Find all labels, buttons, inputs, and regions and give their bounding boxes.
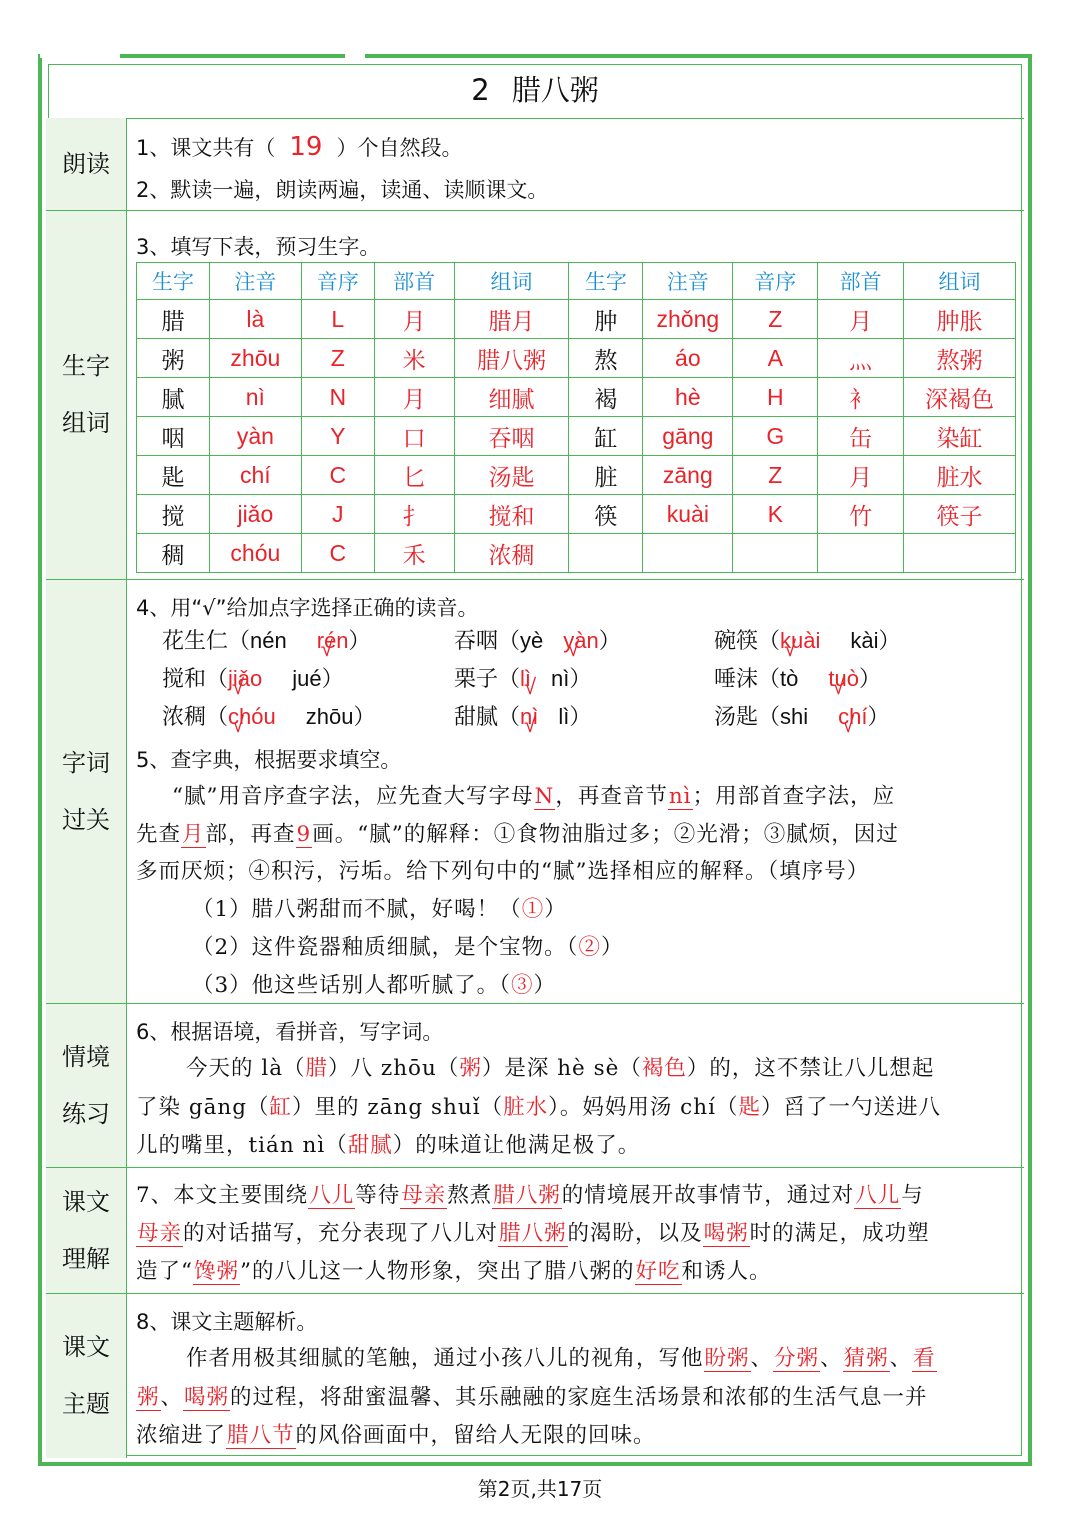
radical-cell: 月 bbox=[818, 300, 904, 339]
word-cell: 腊月 bbox=[454, 300, 569, 339]
q8-line-2: 粥、喝粥的过程，将甜蜜温馨、其乐融融的家庭生活场景和浓郁的生活气息一并 bbox=[137, 1385, 928, 1410]
radical-cell bbox=[818, 534, 904, 573]
section-read bbox=[46, 118, 1024, 211]
reading-b: rén √ bbox=[317, 628, 349, 653]
index-letter-cell: J bbox=[301, 495, 374, 534]
pinyin-cell: kuài bbox=[643, 495, 733, 534]
question-5: 5、查字典，根据要求填空。 bbox=[136, 748, 402, 772]
word-cell: 深褐色 bbox=[904, 378, 1016, 417]
pronunciation-option: 浓稠（chóu √ zhōu） bbox=[162, 700, 375, 731]
index-letter-cell: N bbox=[301, 378, 374, 417]
char-cell: 筷 bbox=[569, 495, 643, 534]
reading-a: tò bbox=[780, 666, 799, 691]
index-letter-cell: C bbox=[301, 534, 374, 573]
table-header-cell: 注音 bbox=[643, 263, 733, 300]
character-table bbox=[136, 262, 1016, 573]
radical-cell: 缶 bbox=[818, 417, 904, 456]
table-header-cell: 组词 bbox=[904, 263, 1016, 300]
pronunciation-option: 栗子（lì √ nì） bbox=[454, 662, 591, 693]
section-characters bbox=[46, 211, 1024, 580]
table-row bbox=[137, 495, 1016, 534]
q5-sentence-2: （2）这件瓷器釉质细腻，是个宝物。（②） bbox=[192, 935, 624, 960]
reading-a: chóu √ bbox=[228, 704, 276, 729]
char-cell: 褐 bbox=[569, 378, 643, 417]
index-letter-cell: L bbox=[301, 300, 374, 339]
table-row bbox=[137, 300, 1016, 339]
reading-a: kuài √ bbox=[780, 628, 820, 653]
q8-line-3: 浓缩进了腊八节的风俗画面中，留给人无限的回味。 bbox=[136, 1423, 656, 1448]
word-cell: 熬粥 bbox=[904, 339, 1016, 378]
reading-a: lì √ bbox=[520, 666, 531, 691]
section-theme bbox=[46, 1294, 1024, 1458]
q5-line-1: “腻”用音序查字法，应先查大写字母N，再查音节nì；用部首查字法，应 bbox=[172, 784, 896, 809]
char-cell: 粥 bbox=[137, 339, 210, 378]
word-cell: 搅和 bbox=[454, 495, 569, 534]
index-letter-cell: Z bbox=[733, 300, 818, 339]
pronunciation-option: 碗筷（kuài √ kài） bbox=[714, 624, 901, 655]
q6-line-1: 今天的 là（腊）八 zhōu（粥）是深 hè sè（褐色）的，这不禁让八儿想起 bbox=[186, 1056, 935, 1081]
section-words bbox=[46, 580, 1024, 1004]
table-header-row bbox=[137, 263, 1016, 300]
reading-b: tuò √ bbox=[828, 666, 859, 691]
char-cell: 熬 bbox=[569, 339, 643, 378]
radical-cell: 竹 bbox=[818, 495, 904, 534]
pronunciation-option: 汤匙（shi chí √） bbox=[714, 700, 890, 731]
question-2: 2、默读一遍，朗读两遍，读通、读顺课文。 bbox=[136, 178, 549, 202]
radical-cell: 月 bbox=[374, 300, 454, 339]
radical-cell: 衤 bbox=[818, 378, 904, 417]
q6-line-2: 了染 gāng（缸）里的 zāng shuǐ（脏水）。妈妈用汤 chí（匙）舀了一勺送进八 bbox=[136, 1095, 941, 1120]
q5-line-3: 多而厌烦；④积污，污垢。给下列句中的“腻”选择相应的解释。（填序号） bbox=[136, 859, 870, 884]
radical-cell: 月 bbox=[374, 378, 454, 417]
pinyin-cell: zhǒng bbox=[643, 300, 733, 339]
word-cell: 染缸 bbox=[904, 417, 1016, 456]
char-cell: 缸 bbox=[569, 417, 643, 456]
table-header-cell: 音序 bbox=[733, 263, 818, 300]
reading-b: yàn √ bbox=[563, 628, 598, 653]
table-header-cell: 生字 bbox=[137, 263, 210, 300]
pinyin-cell: chí bbox=[209, 456, 301, 495]
reading-b: chí √ bbox=[838, 704, 867, 729]
q7-line-1: 7、本文主要围绕八儿等待母亲熬煮腊八粥的情境展开故事情节，通过对八儿与 bbox=[136, 1183, 924, 1208]
section-context bbox=[46, 1004, 1024, 1168]
index-letter-cell: G bbox=[733, 417, 818, 456]
pinyin-cell: nì bbox=[209, 378, 301, 417]
pronunciation-option: 唾沫（tò tuò √） bbox=[714, 662, 881, 693]
reading-b: kài bbox=[850, 628, 879, 653]
radical-cell: 禾 bbox=[374, 534, 454, 573]
question-1: 1、课文共有（ 19 ）个自然段。 bbox=[136, 132, 463, 162]
q6-line-3: 儿的嘴里，tián nì（甜腻）的味道让他满足极了。 bbox=[136, 1133, 641, 1158]
word-cell: 脏水 bbox=[904, 456, 1016, 495]
lesson-name: 腊八粥 bbox=[511, 73, 599, 107]
q8-line-1: 作者用极其细腻的笔触，通过小孩八儿的视角，写他盼粥、分粥、猜粥、看 bbox=[186, 1346, 936, 1371]
char-cell: 腻 bbox=[137, 378, 210, 417]
section-label-read: 朗读 bbox=[46, 118, 127, 210]
word-cell bbox=[904, 534, 1016, 573]
word-cell: 吞咽 bbox=[454, 417, 569, 456]
reading-a: nì √ bbox=[520, 704, 538, 729]
radical-cell: 月 bbox=[818, 456, 904, 495]
index-letter-cell: Z bbox=[301, 339, 374, 378]
page-title bbox=[46, 62, 1024, 119]
pinyin-cell: chóu bbox=[209, 534, 301, 573]
index-letter-cell: C bbox=[301, 456, 374, 495]
reading-b: jué bbox=[292, 666, 322, 691]
question-4: 4、用“√”给加点字选择正确的读音。 bbox=[136, 596, 479, 620]
radical-cell: 灬 bbox=[818, 339, 904, 378]
reading-a: jiǎo √ bbox=[228, 666, 262, 691]
section-label-characters: 生字 组词 bbox=[46, 211, 127, 579]
pronunciation-option: 搅和（jiǎo √ jué） bbox=[162, 662, 344, 693]
table-row bbox=[137, 378, 1016, 417]
table-row bbox=[137, 417, 1016, 456]
radical-cell: 口 bbox=[374, 417, 454, 456]
question-8: 8、课文主题解析。 bbox=[136, 1310, 318, 1334]
q5-sentence-1: （1）腊八粥甜而不腻，好喝！（①） bbox=[192, 897, 567, 922]
pinyin-cell: gāng bbox=[643, 417, 733, 456]
char-cell: 稠 bbox=[137, 534, 210, 573]
q5-sentence-3: （3）他这些话别人都听腻了。（③） bbox=[192, 973, 556, 998]
radical-cell: 扌 bbox=[374, 495, 454, 534]
radical-cell: 米 bbox=[374, 339, 454, 378]
index-letter-cell: K bbox=[733, 495, 818, 534]
word-cell: 细腻 bbox=[454, 378, 569, 417]
q7-line-3: 造了“馋粥”的八儿这一人物形象，突出了腊八粥的好吃和诱人。 bbox=[136, 1259, 772, 1284]
word-cell: 肿胀 bbox=[904, 300, 1016, 339]
reading-a: shi bbox=[780, 704, 809, 729]
table-header-cell: 组词 bbox=[454, 263, 569, 300]
table-header-cell: 部首 bbox=[374, 263, 454, 300]
char-cell: 咽 bbox=[137, 417, 210, 456]
radical-cell: 匕 bbox=[374, 456, 454, 495]
table-row bbox=[137, 534, 1016, 573]
pinyin-cell: zāng bbox=[643, 456, 733, 495]
pinyin-cell: jiǎo bbox=[209, 495, 301, 534]
section-label-understanding: 课文 理解 bbox=[46, 1168, 127, 1293]
pronunciation-option: 吞咽（yè yàn √） bbox=[454, 624, 621, 655]
section-label-theme: 课文 主题 bbox=[46, 1294, 127, 1458]
index-letter-cell: Z bbox=[733, 456, 818, 495]
lesson-number: 2 bbox=[471, 73, 490, 107]
q5-line-2: 先查月部，再查9画。“腻”的解释：①食物油脂过多；②光滑；③腻烦，因过 bbox=[136, 822, 899, 847]
answer-paragraph-count: 19 bbox=[289, 132, 323, 162]
section-label-context: 情境 练习 bbox=[46, 1004, 127, 1167]
table-row bbox=[137, 456, 1016, 495]
char-cell: 搅 bbox=[137, 495, 210, 534]
question-3: 3、填写下表，预习生字。 bbox=[136, 235, 381, 259]
pinyin-cell: zhōu bbox=[209, 339, 301, 378]
table-header-cell: 音序 bbox=[301, 263, 374, 300]
pinyin-cell bbox=[643, 534, 733, 573]
pronunciation-option: 花生仁（nén rén √） bbox=[162, 624, 371, 655]
word-cell: 腊八粥 bbox=[454, 339, 569, 378]
char-cell: 匙 bbox=[137, 456, 210, 495]
q7-line-2: 母亲的对话描写，充分表现了八儿对腊八粥的渴盼，以及喝粥时的满足，成功塑 bbox=[137, 1221, 930, 1246]
page-footer: 第2页,共17页 bbox=[477, 1477, 603, 1501]
char-cell: 腊 bbox=[137, 300, 210, 339]
char-cell: 肿 bbox=[569, 300, 643, 339]
word-cell: 浓稠 bbox=[454, 534, 569, 573]
section-label-words: 字词 过关 bbox=[46, 580, 127, 1003]
char-cell: 脏 bbox=[569, 456, 643, 495]
word-cell: 筷子 bbox=[904, 495, 1016, 534]
reading-b: zhōu bbox=[305, 704, 354, 729]
table-header-cell: 部首 bbox=[818, 263, 904, 300]
reading-a: nén bbox=[250, 628, 287, 653]
index-letter-cell: Y bbox=[301, 417, 374, 456]
pinyin-cell: áo bbox=[643, 339, 733, 378]
word-cell: 汤匙 bbox=[454, 456, 569, 495]
pronunciation-option: 甜腻（nì √ lì） bbox=[454, 700, 591, 731]
pinyin-cell: hè bbox=[643, 378, 733, 417]
pinyin-cell: yàn bbox=[209, 417, 301, 456]
question-6: 6、根据语境，看拼音，写字词。 bbox=[136, 1020, 444, 1044]
reading-b: lì bbox=[558, 704, 570, 729]
index-letter-cell: H bbox=[733, 378, 818, 417]
char-cell bbox=[569, 534, 643, 573]
index-letter-cell: A bbox=[733, 339, 818, 378]
section-understanding bbox=[46, 1168, 1024, 1294]
pinyin-cell: là bbox=[209, 300, 301, 339]
table-row bbox=[137, 339, 1016, 378]
table-header-cell: 注音 bbox=[209, 263, 301, 300]
reading-b: nì bbox=[551, 666, 570, 691]
reading-a: yè bbox=[520, 628, 544, 653]
table-header-cell: 生字 bbox=[569, 263, 643, 300]
index-letter-cell bbox=[733, 534, 818, 573]
